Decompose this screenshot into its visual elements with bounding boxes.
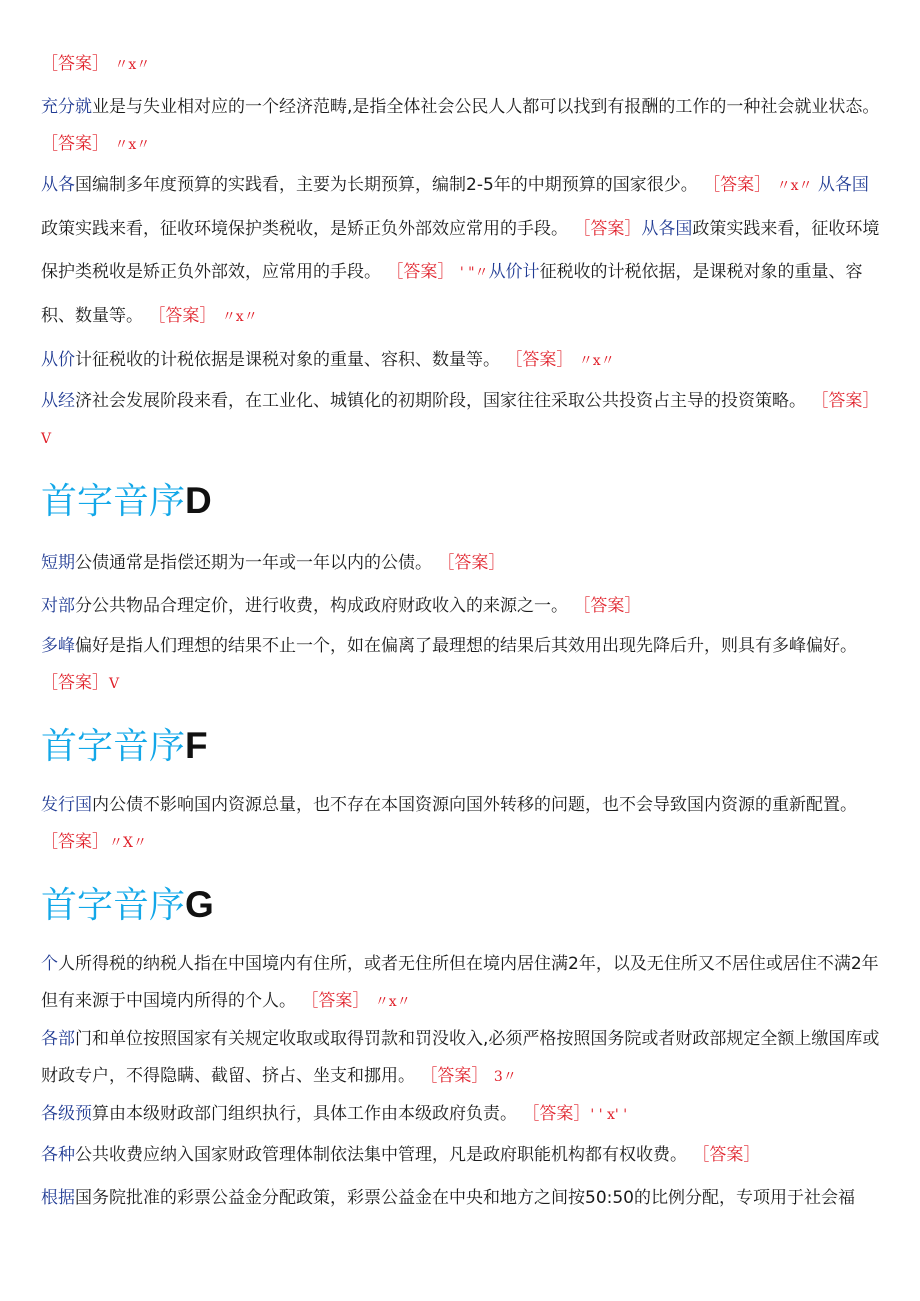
statement-text: 偏好是指人们理想的结果不止一个，如在偏离了最理想的结果后其效用出现先降后升，则具有多峰偏好。 xyxy=(75,636,857,656)
section-heading-d xyxy=(41,470,883,532)
statement-text: 业是与失业相对应的一个经济范畴,是指全体社会公民人人都可以找到有报酬的工作的一种社会就业状态。 xyxy=(92,97,880,117)
section-heading-letter: D xyxy=(185,480,212,521)
section-heading-text: 首字音序 xyxy=(41,885,186,926)
statement-text: 政策实践来看，征收环境保护类税收是矫正负外部效，应常用的手段。 xyxy=(41,219,880,282)
section-heading-text: 首字音序 xyxy=(41,726,186,767)
answer-mark: 〃x〃 xyxy=(114,57,151,73)
statement-keyword: 多峰 xyxy=(41,636,75,656)
answer-label: ［答案］ xyxy=(386,262,455,282)
answer-mark: 〃x〃 xyxy=(221,309,258,325)
answer-mark: V xyxy=(41,431,52,447)
statement-keyword: 充分就 xyxy=(41,97,92,117)
statement-keyword: 各级预 xyxy=(41,1104,92,1124)
document-page xyxy=(41,48,883,1220)
statement-text: 公债通常是指偿还期为一年或一年以内的公债。 xyxy=(75,553,432,573)
statement-keyword: 各种 xyxy=(41,1145,75,1165)
statement-item xyxy=(41,1134,883,1177)
answer-label: ［答案］ xyxy=(41,54,109,74)
answer-line xyxy=(41,48,883,81)
statement-item xyxy=(41,1021,883,1096)
answer-label: ［答案］ xyxy=(41,673,109,693)
statement-text: 政策实践来看，征收环境保护类税收，是矫正负外部效应常用的手段。 xyxy=(41,219,568,239)
statement-item xyxy=(41,1177,883,1220)
statement-keyword: 根据 xyxy=(41,1188,75,1208)
statement-keyword: 短期 xyxy=(41,553,75,573)
statement-item xyxy=(41,383,883,458)
answer-label: ［答案］ xyxy=(703,175,772,195)
statement-keyword: 个 xyxy=(41,954,58,974)
statement-item xyxy=(41,89,883,164)
statement-text: 门和单位按照国家有关规定收取或取得罚款和罚没收入,必须严格按照国务院或者财政部规定全额上缴国库或财政专户，不得隐瞒、截留、挤占、坐支和挪用。 xyxy=(41,1029,880,1086)
answer-label: ［答案］ xyxy=(811,391,880,411)
answer-mark: ' "〃 xyxy=(459,265,489,281)
answer-mark: 〃x〃 xyxy=(374,994,411,1010)
answer-mark: 〃x〃 xyxy=(114,137,151,153)
statement-item xyxy=(41,542,883,585)
statement-item xyxy=(41,164,883,339)
answer-label: ［答案］ xyxy=(41,134,109,154)
answer-label: ［答案］ xyxy=(505,350,574,370)
statement-keyword: 从各国 xyxy=(641,219,693,239)
statement-text: 公共收费应纳入国家财政管理体制依法集中管理，凡是政府职能机构都有权收费。 xyxy=(75,1145,687,1165)
answer-mark: 3〃 xyxy=(493,1069,517,1085)
statement-keyword: 从各国 xyxy=(817,175,869,195)
statement-item xyxy=(41,787,883,862)
statement-item xyxy=(41,1096,883,1134)
answer-label: ［答案］ xyxy=(573,219,642,239)
answer-label: ［答案］ xyxy=(573,596,642,616)
section-heading-g xyxy=(41,874,883,936)
answer-label: ［答案］ xyxy=(301,991,370,1011)
statement-text: 国务院批准的彩票公益金分配政策，彩票公益金在中央和地方之间按50:50的比例分配，专项用于社会福 xyxy=(75,1188,855,1208)
statement-keyword: 从价 xyxy=(41,350,75,370)
statement-text: 内公债不影响国内资源总量，也不存在本国资源向国外转移的问题，也不会导致国内资源的重新配置。 xyxy=(92,795,857,815)
statement-item xyxy=(41,628,883,703)
answer-label: ［答案］ xyxy=(148,306,217,326)
statement-item xyxy=(41,946,883,1021)
section-heading-text: 首字音序 xyxy=(41,481,186,522)
statement-item xyxy=(41,339,883,383)
answer-mark: 〃x〃 xyxy=(578,353,615,369)
statement-text: 征税收的计税依据，是课税对象的重量、容积、数量等。 xyxy=(41,262,863,326)
section-heading-letter: F xyxy=(185,725,208,766)
answer-mark: 〃X〃 xyxy=(109,835,147,851)
statement-keyword: 各部 xyxy=(41,1029,75,1049)
answer-mark: V xyxy=(109,676,120,692)
statement-keyword: 从各 xyxy=(41,175,75,195)
answer-label: ［答案］ xyxy=(41,832,109,852)
answer-label: ［答案］ xyxy=(692,1145,761,1165)
statement-text: 济社会发展阶段来看，在工业化、城镇化的初期阶段，国家往往采取公共投资占主导的投资策略。 xyxy=(75,391,806,411)
statement-item xyxy=(41,585,883,628)
statement-text: 国编制多年度预算的实践看，主要为长期预算，编制2-5年的中期预算的国家很少。 xyxy=(75,175,698,195)
answer-label: ［答案］ xyxy=(437,553,506,573)
answer-mark: ' ' x' ' xyxy=(590,1107,628,1123)
answer-label: ［答案］ xyxy=(420,1066,489,1086)
statement-keyword: 从经 xyxy=(41,391,75,411)
statement-text: 分公共物品合理定价，进行收费，构成政府财政收入的来源之一。 xyxy=(75,596,568,616)
statement-text: 算由本级财政部门组织执行，具体工作由本级政府负责。 xyxy=(92,1104,517,1124)
statement-keyword: 对部 xyxy=(41,596,75,616)
section-heading-f xyxy=(41,715,883,777)
statement-keyword: 从价计 xyxy=(488,262,540,282)
answer-label: ［答案］ xyxy=(522,1104,591,1124)
answer-mark: 〃x〃 xyxy=(776,178,813,194)
section-heading-letter: G xyxy=(185,884,214,925)
statement-keyword: 发行国 xyxy=(41,795,92,815)
statement-text: 人所得税的纳税人指在中国境内有住所，或者无住所但在境内居住满2年，以及无住所又不居住或居住不满2年但有来源于中国境内所得的个人。 xyxy=(41,954,879,1011)
statement-text: 计征税收的计税依据是课税对象的重量、容积、数量等。 xyxy=(75,350,500,370)
